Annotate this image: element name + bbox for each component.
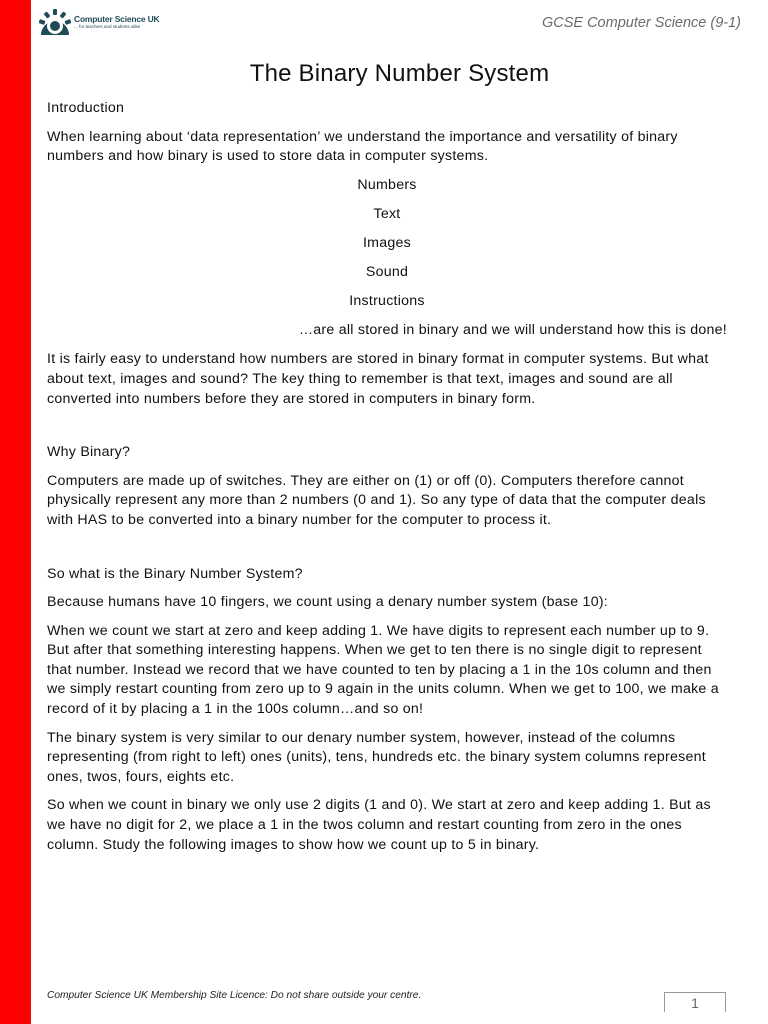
red-side-bar [0,0,31,1024]
binary-counting-paragraph: So when we count in binary we only use 2 digits (1 and 0). We start at zero and keep adding 1. But as we have no digit for 2, we place a 1 in the twos column and restart counting from zero in the ones column. Study the following images to show how we count up to 5 in binary. [47,797,711,853]
data-type-item: Sound [365,264,409,281]
logo-name: Computer Science UK [74,14,160,24]
data-type-item: Text [373,205,401,222]
page-number: 1 [664,992,726,1012]
denary-intro: Because humans have 10 fingers, we count using a denary number system (base 10): [47,594,609,611]
logo-gear-icon [39,9,71,35]
introduction-heading: Introduction [47,100,125,116]
why-binary-text: Computers are made up of switches. They are either on (1) or off (0). Computers therefore cannot physically represent any more than 2 numbers (0 and 1). So any type of data that the computer deals with HAS to be converted into a binary number for the computer to process it. [47,472,706,528]
binary-similarity-paragraph: The binary system is very similar to our denary number system, however, instead of the columns representing (from right to left) ones (units), tens, hundreds etc. the binary system columns represent ones, twos, fours, eights etc. [47,729,706,785]
course-label: GCSE Computer Science (9-1) [541,15,741,31]
logo-tagline: ... for teachers and students alike [74,23,141,29]
data-type-item: Images [362,234,412,251]
licence-note: Computer Science UK Membership Site Licence: Do not share outside your centre. [47,990,422,1001]
stored-statement: …are all stored in binary and we will understand how this is done! [298,322,727,339]
page-title: The Binary Number System [249,60,550,87]
conversion-paragraph: It is fairly easy to understand how numbers are stored in binary format in computer systems. But what about text, images and sound? The key thing to remember is that text, images and sound are all converted into numbers before they are stored in computers in binary form. [47,351,709,407]
data-type-item: Numbers [357,176,417,193]
data-type-item: Instructions [349,293,425,310]
logo [39,9,159,35]
why-binary-heading: Why Binary? [47,444,131,461]
denary-counting-paragraph: When we count we start at zero and keep adding 1. We have digits to represent each number up to 9. But after that something interesting happens. When we get to ten there is no single digit to represent that number. Instead we record that we have counted to ten by placing a 1 in the 10s column and then we simply restart counting from zero up to 9 again in the units column. When we get to 100, we make a record of it by placing a 1 in the 100s column…and so on! [47,622,719,718]
introduction-text: When learning about ‘data representation’ we understand the importance and versatility of binary numbers and how binary is used to store data in computer systems. [47,128,678,165]
document-body [47,99,727,864]
binary-system-heading: So what is the Binary Number System? [47,565,303,582]
